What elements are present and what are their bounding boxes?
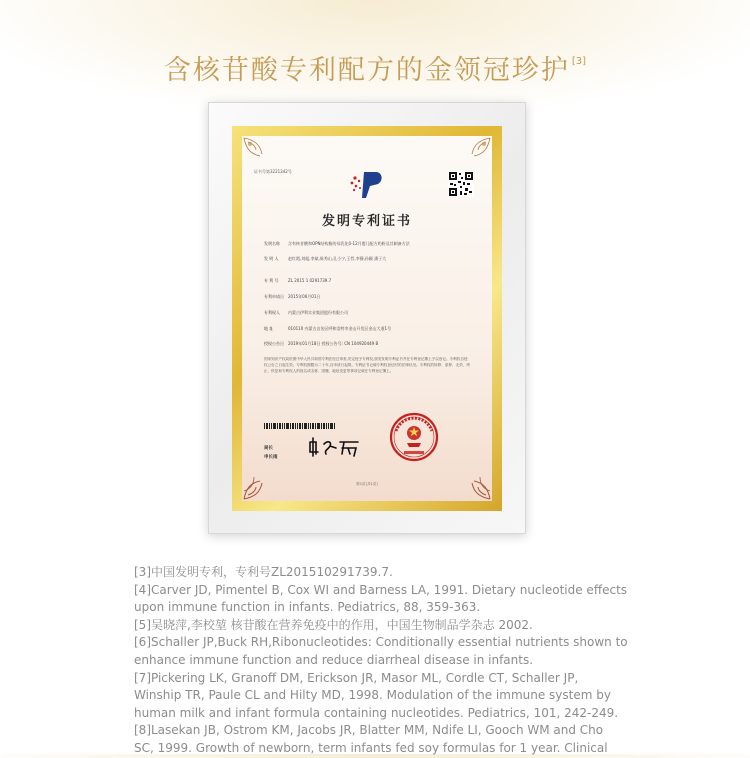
reference-line: [8]Lasekan JB, Ostrom KM, Jacobs JR, Blatter MM, Ndife LI, Gooch WM and Cho: [134, 723, 604, 738]
page-title-text: 含核苷酸专利配方的金领冠珍护: [163, 55, 570, 86]
reference-line: [4]Carver JD, Pimentel B, Cox WI and Barness LA, 1991. Dietary nucleotide effects: [134, 582, 628, 597]
patent-certificate: [242, 136, 492, 501]
patent-office-logo-icon: [346, 168, 386, 200]
cert-field-value: ZL 2015 1 0291739.7: [288, 278, 332, 283]
signature-title: 局长: [264, 446, 273, 451]
cert-field: [264, 278, 474, 284]
barcode-icon: [264, 423, 336, 429]
certificate-page-number: 第1页(共1页): [356, 482, 378, 486]
cert-field-label: 地 址: [264, 326, 274, 331]
reference-line: [5]吴晓萍,李校堃 核苷酸在营养免疫中的作用，中国生物制品学杂志 2002.: [134, 617, 533, 632]
reference-line: [3]中国发明专利，专利号ZL201510291739.7.: [134, 565, 393, 579]
cert-field-value: 2015年06月01日: [288, 294, 321, 299]
cert-field: [264, 294, 474, 300]
cert-field: [264, 241, 474, 247]
reference-line: enhance immune function and reduce diarrheal disease in infants.: [134, 652, 534, 667]
certificate-title: 发明专利证书: [321, 214, 412, 229]
handwritten-signature-icon: [306, 436, 366, 458]
reference-line: Winship TR, Paule CL and Hilty MD, 1998. Modulation of the immune system by: [134, 688, 611, 703]
cert-field-label: 专 利 号: [264, 278, 279, 283]
cert-field-value: 内蒙古伊利实业集团股份有限公司: [288, 310, 348, 315]
reference-line: upon immune function in infants. Pediatrics, 88, 359-363.: [134, 600, 481, 615]
reference-line: human milk and infant formula containing nucleotides. Pediatrics, 101, 242-249.: [134, 705, 619, 720]
official-seal-icon: [388, 411, 440, 463]
cert-field: [264, 310, 474, 316]
cert-field: [264, 341, 474, 347]
cert-field-label: 发明名称: [264, 241, 280, 246]
cert-field-label: 专利申请日: [264, 294, 284, 299]
cert-field-value: 含有核苷酸和OPN结构脂的母乳化0-12月婴儿配方奶粉及其制备方法: [288, 241, 410, 246]
cert-field: [264, 256, 474, 262]
cert-field: [264, 326, 474, 332]
reference-line: SC, 1999. Growth of newborn, term infants fed soy formulas for 1 year. Clinical: [134, 740, 608, 755]
cert-field-value: 010110 内蒙古自治区呼和浩特市金山开发区金山大道1号: [288, 326, 392, 331]
cert-field-value: 2019年01月18日 授权公告号: CN 104920449 B: [288, 341, 379, 346]
signatory-name: 申长雨: [264, 455, 278, 460]
corner-ornament-icon: [458, 136, 492, 170]
cert-field-label: 发 明 人: [264, 256, 279, 261]
certificate-statement: 国家知识产权局依照中华人民共和国专利法经过审查,决定授予专利权,颁发发明专利证书并在专利登记簿上予以登记。专利权自授权公告之日起生效。专利权期限为二十年,自申请日起算。专利证书记载专利权登记时的法律状况。专利权的转移、质押、无效、终止、恢复和专利权人的姓名或名称、国籍、地址变更等事项记载在专利登记簿上。: [264, 357, 470, 373]
cert-field-label: 授权公告日: [264, 341, 284, 346]
corner-ornament-icon: [242, 136, 276, 170]
page-title: [0, 48, 750, 87]
cert-field-label: 专利权人: [264, 310, 280, 315]
cert-field-value: 赵红霞,刘彪,李斌,陈秀山,孔小宁,王哲,李静,孙颖 潘子大: [288, 256, 387, 261]
qr-code-icon: [448, 171, 474, 197]
reference-list: [134, 564, 654, 758]
certificate-number: 证书号第3221342号: [254, 169, 292, 174]
reference-line: [7]Pickering LK, Granoff DM, Erickson JR, Masor ML, Cordle CT, Schaller JP,: [134, 670, 579, 685]
title-reference-marker: [3]: [571, 56, 587, 67]
reference-line: [6]Schaller JP,Buck RH,Ribonucleotides: Conditionally essential nutrients shown to: [134, 635, 628, 650]
